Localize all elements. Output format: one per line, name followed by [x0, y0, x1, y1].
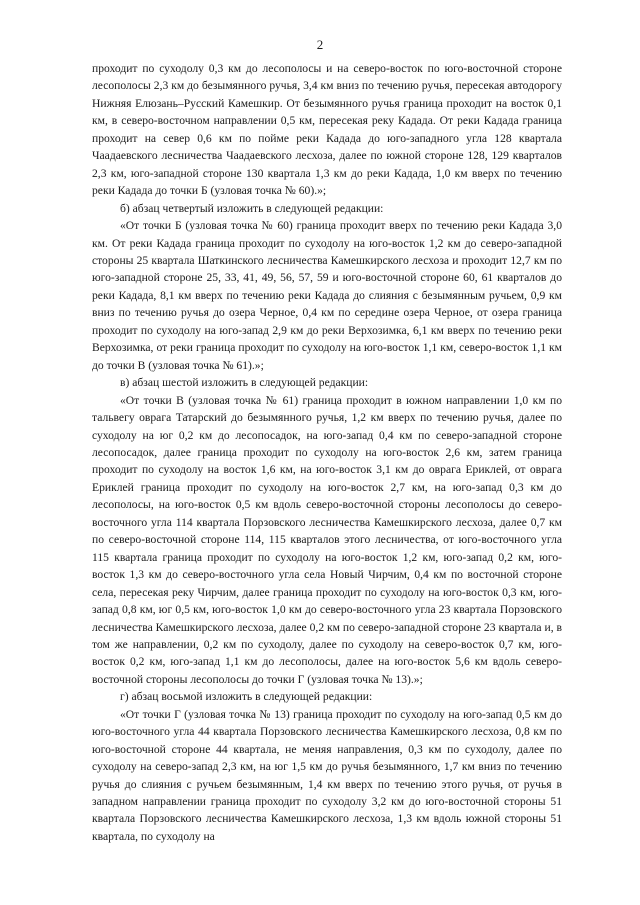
- paragraph-continuation: проходит по суходолу 0,3 км до лесополосы и на северо-восток по юго-восточной стороне лесополосы 2,3 км до безымянного ручья, 3,4 км вниз по течению ручья, пересекая автодорогу Нижняя Елюзань–Русский Камешкир. От безымянного ручья граница проходит на восток 0,1 км, в северо-восточном направлении 0,5 км, пересекая реку Кадада. От реки Кадада граница проходит на север 0,6 км по пойме реки Кадада до юго-западного угла 128 квартала Чаадаевского лесничества Чаадаевского лесхоза, далее по южной стороне 128, 129 кварталов 2,3 км, юго-западной стороне 130 квартала 1,3 км до реки Кадада, 1,0 км вверх по течению реки Кадада до точки Б (узловая точка № 60).»;: [92, 62, 562, 198]
- paragraph-amendment-g-heading: г) абзац восьмой изложить в следующей редакции:: [120, 690, 373, 704]
- paragraph-amendment-b-text: «От точки Б (узловая точка № 60) граница проходит вверх по течению реки Кадада 3,0 км. От реки Кадада граница проходит по суходолу на юго-восток 1,2 км до северо-западной стороны 25 квартала Шаткинского лесничества Камешкирского лесхоза и проходит 12,7 км по юго-западной стороне 25, 33, 41, 49, 56, 57, 59 и юго-восточной стороне 60, 61 кварталов до реки Кадада, 8,1 км вверх по течению реки Кадада до слияния с безымянным ручьем, 0,9 км вниз по течению ручья до озера Черное, 0,4 км по середине озера Черное, от озера граница проходит по суходолу на юго-запад 2,9 км до реки Верхозимка, 6,1 км вверх по течению реки Верхозимка, от реки граница проходит по суходолу на юго-восток 1,1 км, северо-восток 1,1 км до точки В (узловая точка № 61).»;: [92, 219, 562, 372]
- paragraph-amendment-b-heading: б) абзац четвертый изложить в следующей редакции:: [120, 201, 384, 215]
- paragraph-amendment-v-heading: в) абзац шестой изложить в следующей редакции:: [120, 376, 369, 390]
- paragraph-amendment-g-text: «От точки Г (узловая точка № 13) граница проходит по суходолу на юго-запад 0,5 км до юго-восточного угла 44 квартала Порзовского лесничества Камешкирского лесхоза, 0,8 км по юго-восточной стороне 44 квартала, не меняя направления, 0,3 км по суходолу, далее по суходолу на северо-запад 2,3 км, на юг 1,5 км до ручья безымянного, 1,7 км вниз по течению ручья до слияния с ручьем безымянным, 1,4 км вверх по течению этого ручья, от ручья в западном направлении граница проходит по суходолу 3,2 км до юго-восточной стороны 51 квартала Порзовского лесничества Камешкирского лесхоза, 1,3 км вдоль южной стороны 51 квартала, по суходолу на: [92, 707, 562, 843]
- document-body: [92, 60, 562, 845]
- page-number: 2: [316, 37, 324, 52]
- paragraph-amendment-v-text: «От точки В (узловая точка № 61) граница проходит в южном направлении 1,0 км по тальвегу оврага Татарский до безымянного ручья, 1,2 км вверх по течению ручья, далее по суходолу на юг 0,2 км до лесопосадок, на юго-запад 0,4 км по северо-западной стороне лесопосадок, далее граница проходит по суходолу на юго-восток 2,6 км, затем граница проходит по суходолу на восток 1,6 км, на юго-восток 3,1 км до оврага Ериклей, от оврага Ериклей граница проходит по суходолу на юго-восток 2,7 км, на юго-запад 0,3 км до лесополосы, на юго-восток 0,5 км вдоль северо-восточной стороны лесополосы до северо-восточного угла 114 квартала Порзовского лесничества Камешкирского лесхоза, далее 0,7 км по северо-восточной стороне 114, 115 кварталов этого лесничества, от юго-восточного угла 115 квартала граница проходит по суходолу на юго-восток 1,2 км, юго-запад 0,2 км, юго-восток 1,3 км до северо-восточного угла села Новый Чирчим, 0,4 км по восточной стороне села, пересекая реку Чирчим, далее граница проходит по суходолу на юго-восток 0,3 км, юго-запад 0,8 км, юг 0,5 км, юго-восток 1,0 км до северо-восточного угла 23 квартала Порзовского лесничества Камешкирского лесхоза, далее 0,2 км по северо-западной стороне 23 квартала и, в том же направлении, 0,2 км по суходолу, далее по суходолу на северо-восток 0,7 км, юго-восток 0,2 км, юго-запад 1,1 км до лесополосы, далее на юго-восток 5,6 км вдоль северо-восточной стороны лесополосы до точки Г (узловая точка № 13).»;: [92, 393, 562, 686]
